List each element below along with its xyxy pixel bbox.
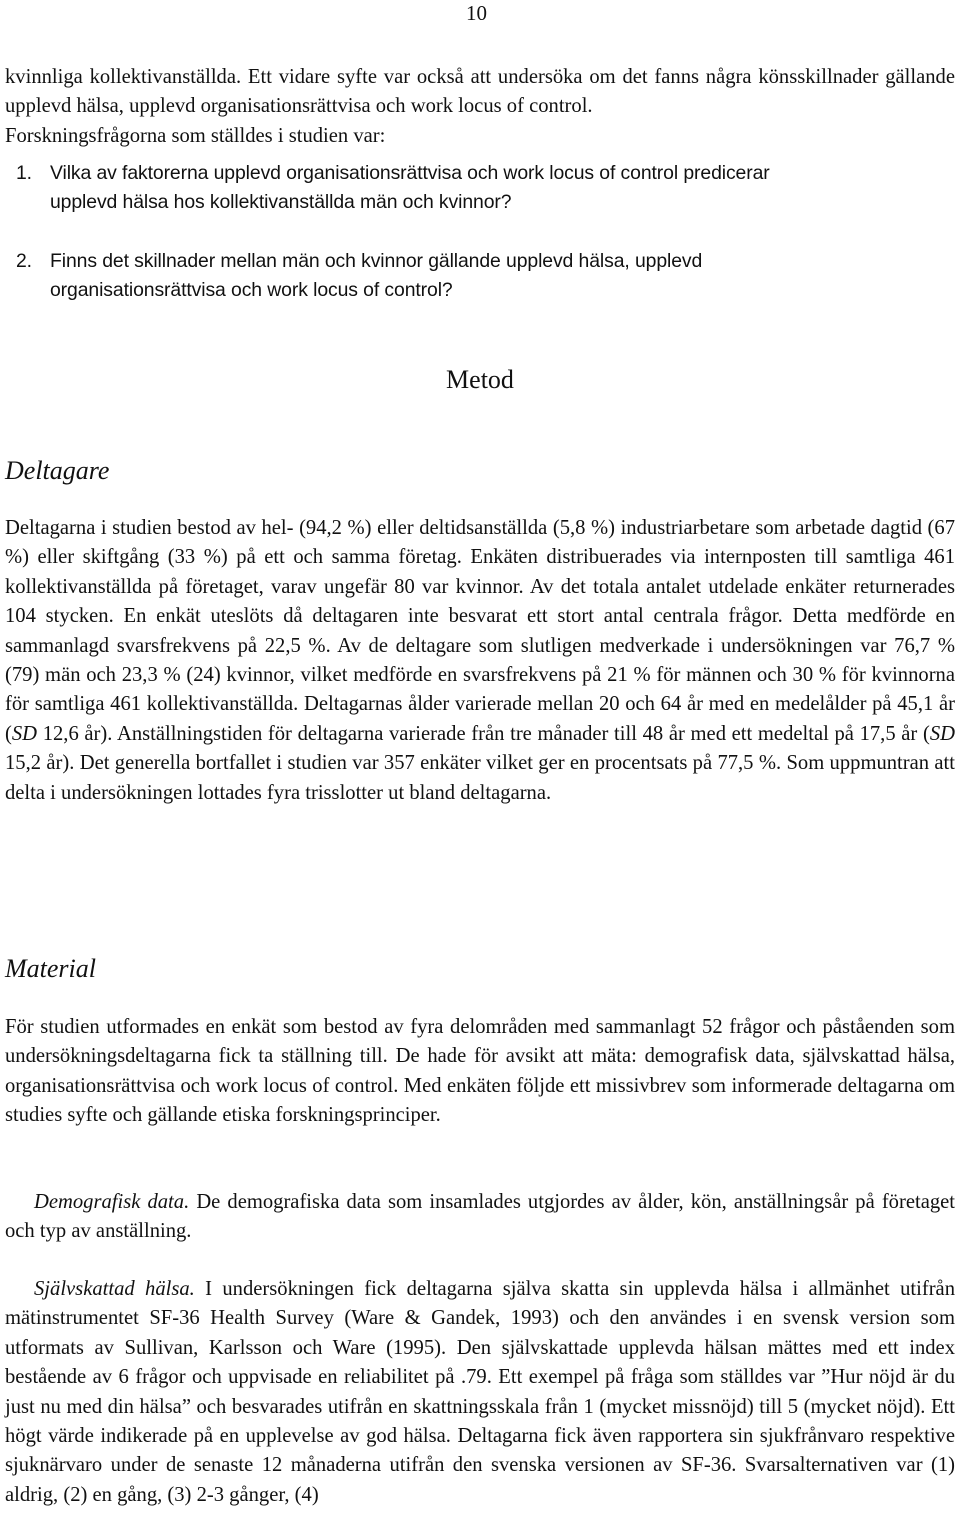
demographic-label: Demografisk data.: [34, 1191, 190, 1213]
participants-heading: Deltagare: [5, 456, 110, 485]
material-paragraph: [5, 1013, 955, 1131]
health-text: I undersökningen fick deltagarna själva skatta sin upplevda hälsa i allmänhet utifrån mätinstrumentet SF-36 Health Survey (Ware & Gandek, 1993) och den användes i en svensk version som utformats av Sullivan, Karlsson och Ware (1995). Den självskattade upplevda hälsan mättes med ett index bestående av 6 frågor och uppvisade en reliabilitet på .79. Ett exempel på fråga som ställdes var ”Hur nöjd är du just nu med din hälsa” och besvarades utifrån en skattningsskala från 1 (mycket missnöjd) till 5 (mycket nöjd). Ett högt värde indikerade på en upplevelse av god hälsa. Deltagarna fick även rapportera sin sjukfrånvaro respektive sjuknärvaro under de senaste 12 månaderna utifrån den svenska versionen av SF-36. Svarsalternativen var (1) aldrig, (2) en gång, (3) 2-3 gånger, (4): [5, 1278, 955, 1506]
material-text: För studien utformades en enkät som bestod av fyra delområden med sammanlagt 52 frågor och påståenden som undersökningsdeltagarna fick ta ställning till. De hade för avsikt att mäta: demografisk data, självskattad hälsa, organisationsrättvisa och work locus of control. Med enkäten följde ett missivbrev som informerade deltagarna om studies syfte och gällande etiska forskningsprinciper.: [5, 1016, 955, 1127]
question-number: 2.: [16, 250, 32, 272]
health-label: Självskattad hälsa.: [34, 1278, 195, 1300]
intro-text: kvinnliga kollektivanställda. Ett vidare syfte var också att undersöka om det fanns några könsskillnader gällande upplevd hälsa, upplevd organisationsrättvisa och work locus of control.: [5, 66, 955, 118]
sd-abbrev: SD: [11, 722, 38, 745]
research-question-1: [5, 159, 905, 218]
research-question-2: [5, 247, 905, 306]
self-rated-health-paragraph: [5, 1275, 955, 1510]
demographic-text: De demografiska data som insamlades utgjordes av ålder, kön, anställningsår på företaget och typ av anställning.: [5, 1191, 955, 1243]
participants-text-2: 12,6 år). Anställningstiden för deltagarna varierade från tre månader till 48 år med ett medeltal på 17,5 år (: [37, 722, 930, 745]
question-text-continued: upplevd hälsa hos kollektivanställda män och kvinnor?: [50, 191, 512, 214]
method-heading: Metod: [446, 365, 514, 394]
participants-text-1: Deltagarna i studien bestod av hel- (94,2 %) eller deltidsanställda (5,8 %) industriarbetare som arbetade dagtid (67 %) eller skiftgång (33 %) på ett och samma företag. Enkäten distribuerades via internposten till samtliga 461 kollektivanställda på företaget, varav ungefär 80 var kvinnor. Av det totala antalet utdelade enkäter returnerades 104 stycken. En enkät uteslöts då deltagaren inte besvarat ett stort antal centrala frågor. Detta medförde en sammanlagd svarsfrekvens på 22,5 %. Av de deltagare som slutligen medverkade i undersökningen var 76,7 % (79) män och 23,3 % (24) kvinnor, vilket medförde en svarsfrekvens på 21 % för männen och 30 % för kvinnorna för samtliga 461 kollektivanställda. Deltagarnas ålder varierade mellan 20 och 64 år med en medelålder på 45,1 år (: [5, 517, 955, 745]
demographic-paragraph: [5, 1188, 955, 1247]
material-heading: Material: [5, 954, 96, 983]
intro-paragraph: [5, 63, 955, 151]
question-text: Finns det skillnader mellan män och kvinnor gällande upplevd hälsa, upplevd: [50, 250, 703, 272]
question-text-continued: organisationsrättvisa och work locus of control?: [50, 279, 453, 302]
question-text: Vilka av faktorerna upplevd organisationsrättvisa och work locus of control predicerar: [50, 162, 770, 184]
participants-text-3: 15,2 år). Det generella bortfallet i studien var 357 enkäter vilket ger en procentsats på 77,5 %. Som uppmuntran att delta i undersökningen lottades fyra trisslotter ut bland deltagarna.: [5, 752, 955, 804]
sd-abbrev: SD: [929, 722, 955, 745]
participants-paragraph: [5, 514, 955, 808]
page-number: 10: [466, 1, 487, 25]
research-questions-lead: Forskningsfrågorna som ställdes i studien var:: [5, 124, 386, 147]
question-number: 1.: [16, 162, 32, 184]
